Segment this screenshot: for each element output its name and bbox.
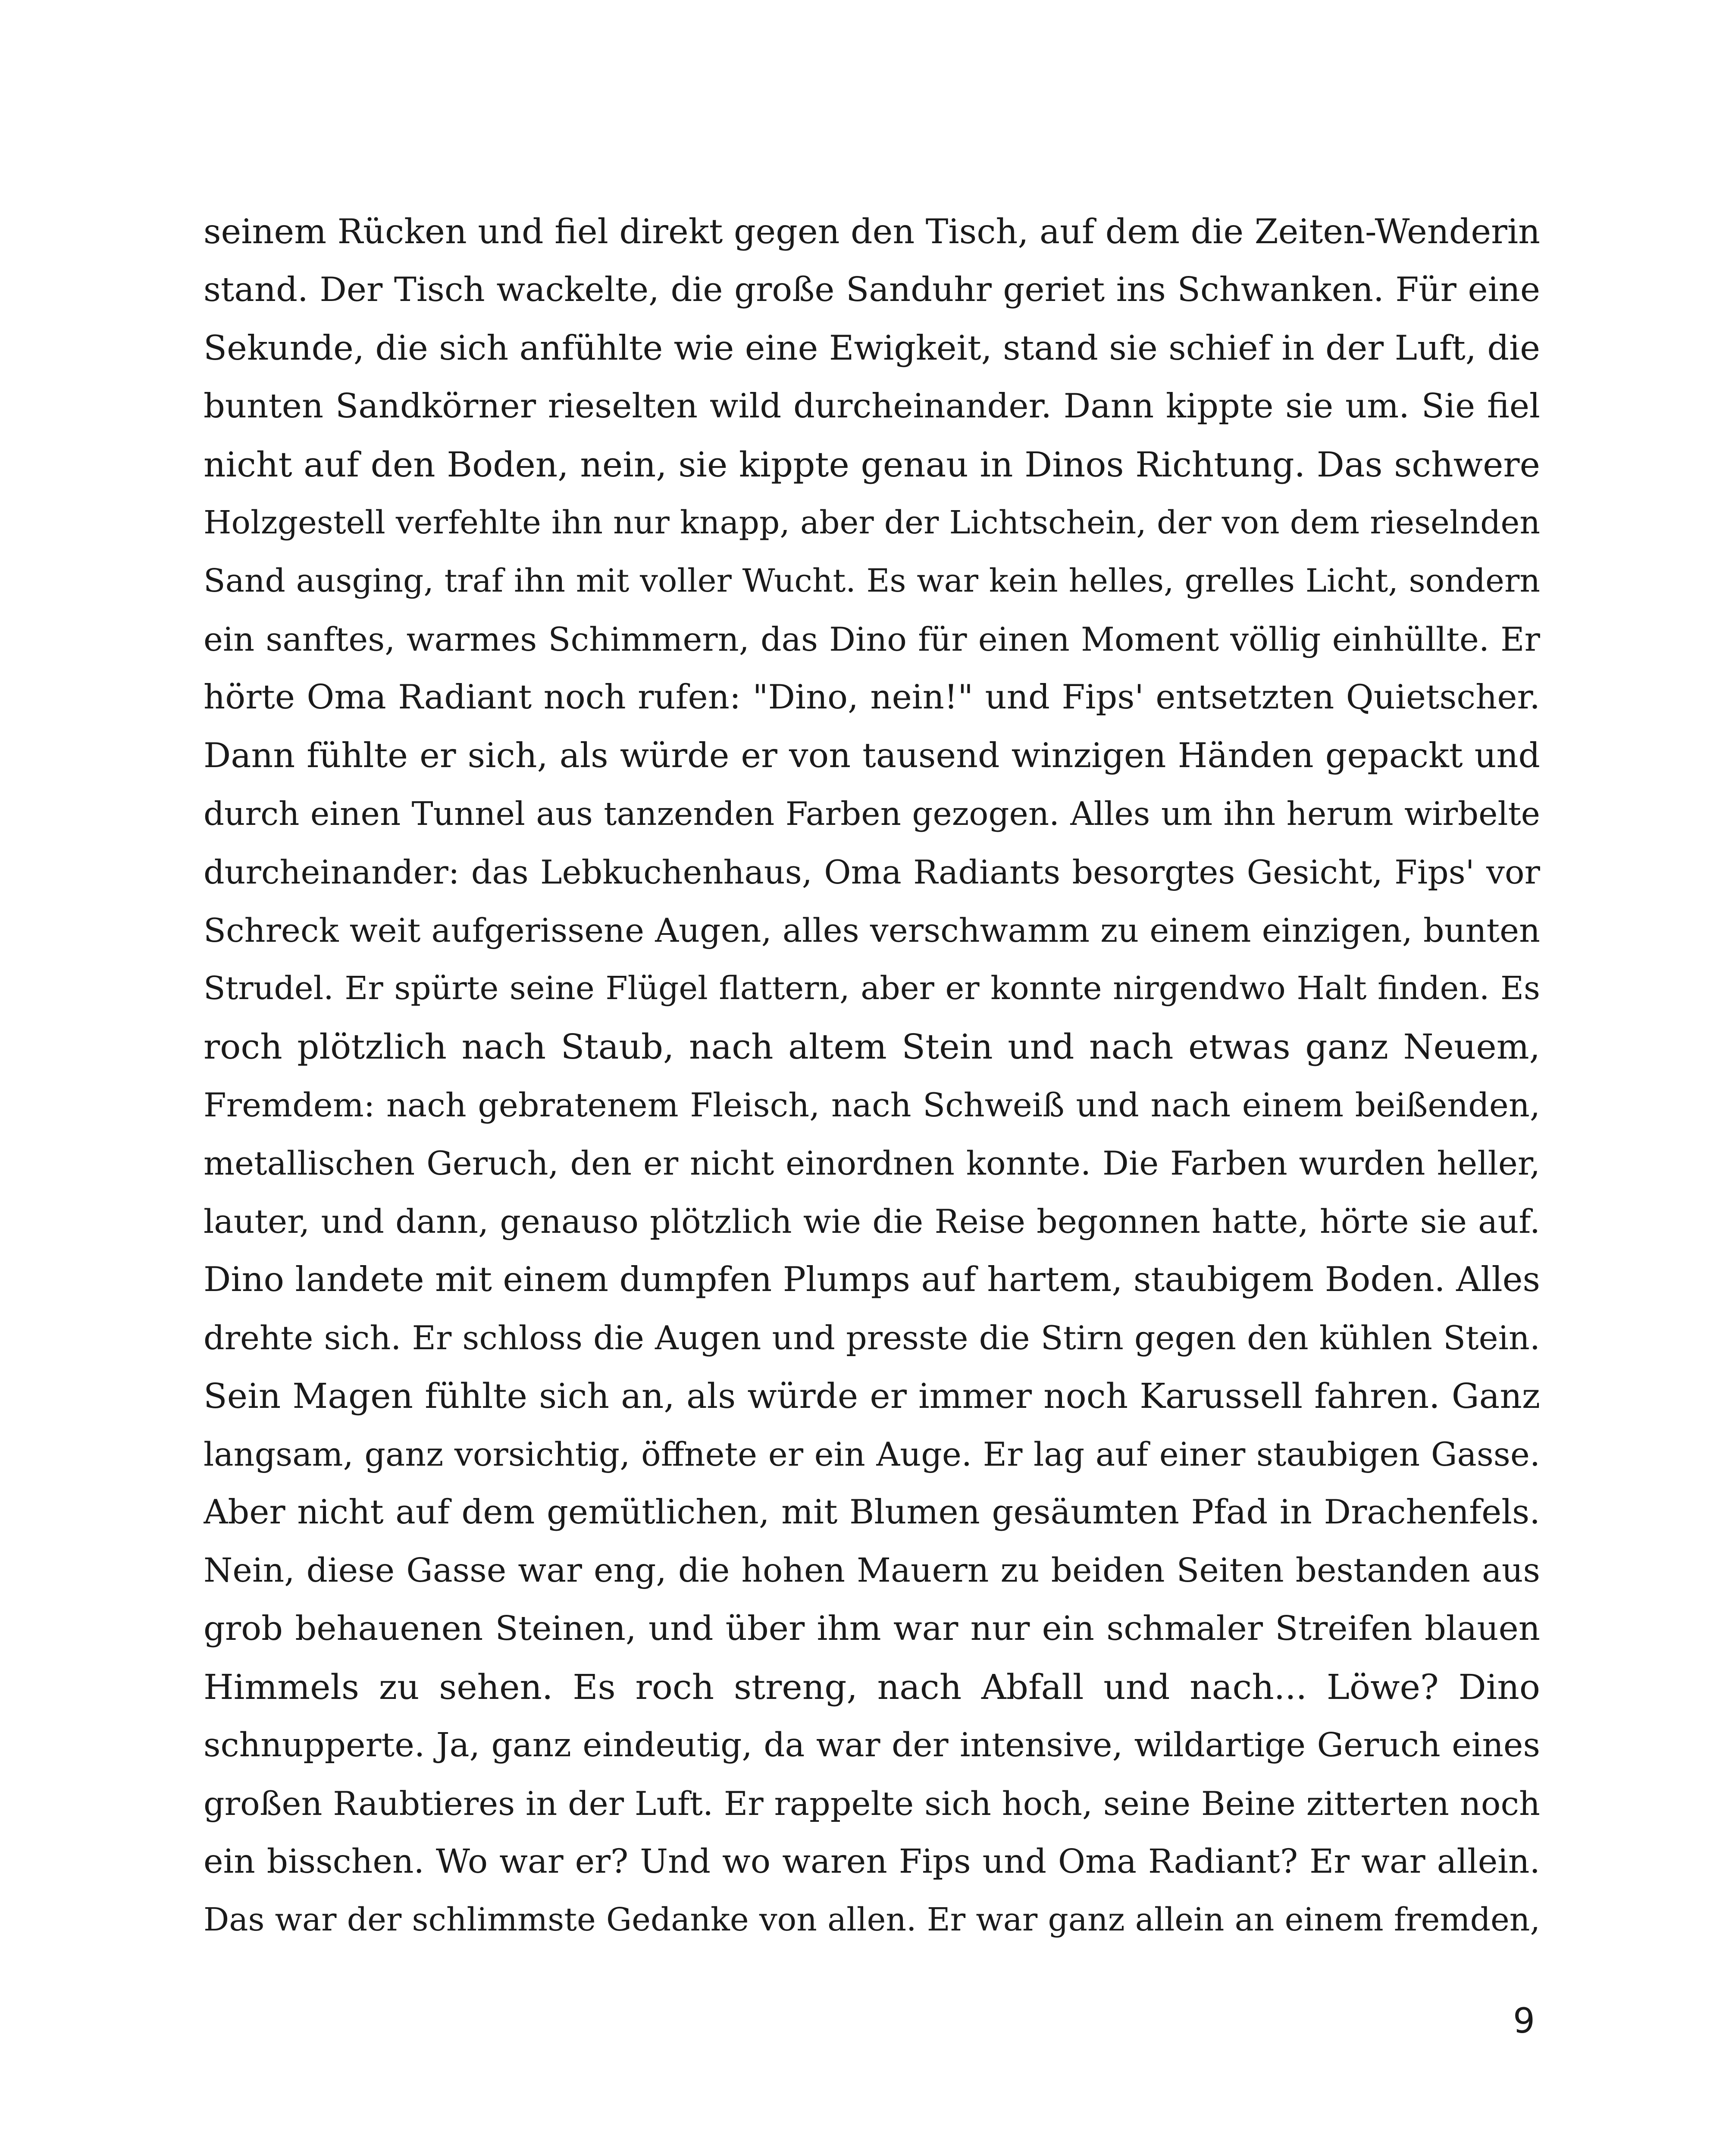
text-line: langsam, ganz vorsichtig, öffnete er ein Auge. Er lag auf einer staubigen Gasse. — [204, 1435, 1540, 1473]
text-line: Sand ausging, traf ihn mit voller Wucht. Es war kein helles, grelles Licht, sondern — [204, 562, 1540, 599]
text-line: durch einen Tunnel aus tanzenden Farben gezogen. Alles um ihn herum wirbelte — [204, 795, 1540, 833]
text-line: lauter, und dann, genauso plötzlich wie die Reise begonnen hatte, hörte sie auf. — [204, 1202, 1540, 1241]
text-line: bunten Sandkörner rieselten wild durcheinander. Dann kippte sie um. Sie fiel — [204, 387, 1540, 426]
text-line: Das war der schlimmste Gedanke von allen. Er war ganz allein an einem fremden, — [204, 1901, 1540, 1938]
text-line: metallischen Geruch, den er nicht einordnen konnte. Die Farben wurden heller, — [204, 1144, 1540, 1182]
text-line: schnupperte. Ja, ganz eindeutig, da war der intensive, wildartige Geruch eines — [204, 1726, 1540, 1764]
text-line: Dann fühlte er sich, als würde er von tausend winzigen Händen gepackt und — [204, 736, 1540, 775]
page-number: 9 — [1513, 2001, 1535, 2041]
text-line: Sein Magen fühlte sich an, als würde er immer noch Karussell fahren. Ganz — [204, 1376, 1540, 1416]
text-line: Sekunde, die sich anfühlte wie eine Ewigkeit, stand sie schief in der Luft, die — [204, 328, 1540, 368]
text-line: roch plötzlich nach Staub, nach altem Stein und nach etwas ganz Neuem, — [204, 1027, 1540, 1067]
text-line: stand. Der Tisch wackelte, die große Sanduhr geriet ins Schwanken. Für eine — [204, 270, 1540, 309]
text-line: hörte Oma Radiant noch rufen: "Dino, nein!" und Fips' entsetzten Quietscher. — [204, 678, 1540, 717]
text-line: ein sanftes, warmes Schimmern, das Dino für einen Moment völlig einhüllte. Er — [204, 620, 1540, 658]
text-line: Aber nicht auf dem gemütlichen, mit Blumen gesäumten Pfad in Drachenfels. — [204, 1493, 1540, 1532]
text-line: seinem Rücken und fiel direkt gegen den Tisch, auf dem die Zeiten-Wenderin — [204, 212, 1540, 251]
text-line: Nein, diese Gasse war eng, die hohen Mauern zu beiden Seiten bestanden aus — [204, 1551, 1540, 1590]
text-line: Fremdem: nach gebratenem Fleisch, nach Schweiß und nach einem beißenden, — [204, 1086, 1540, 1124]
text-line: Dino landete mit einem dumpfen Plumps auf hartem, staubigem Boden. Alles — [204, 1260, 1540, 1299]
text-line: drehte sich. Er schloss die Augen und presste die Stirn gegen den kühlen Stein. — [204, 1319, 1540, 1357]
text-line: nicht auf den Boden, nein, sie kippte genau in Dinos Richtung. Das schwere — [204, 445, 1540, 485]
body-text — [204, 203, 1540, 1949]
text-line: Schreck weit aufgerissene Augen, alles verschwamm zu einem einzigen, bunten — [204, 911, 1540, 950]
text-line: grob behauenen Steinen, und über ihm war nur ein schmaler Streifen blauen — [204, 1609, 1540, 1648]
text-line: ein bisschen. Wo war er? Und wo waren Fips und Oma Radiant? Er war allein. — [204, 1843, 1540, 1881]
text-line: Holzgestell verfehlte ihn nur knapp, aber der Lichtschein, der von dem rieselnden — [204, 504, 1540, 541]
text-line: Strudel. Er spürte seine Flügel flattern, aber er konnte nirgendwo Halt finden. Es — [204, 970, 1540, 1007]
text-line: Himmels zu sehen. Es roch streng, nach Abfall und nach... Löwe? Dino — [204, 1667, 1540, 1707]
text-line: großen Raubtieres in der Luft. Er rappelte sich hoch, seine Beine zitterten noch — [204, 1784, 1540, 1823]
text-line: durcheinander: das Lebkuchenhaus, Oma Radiants besorgtes Gesicht, Fips' vor — [204, 853, 1540, 891]
